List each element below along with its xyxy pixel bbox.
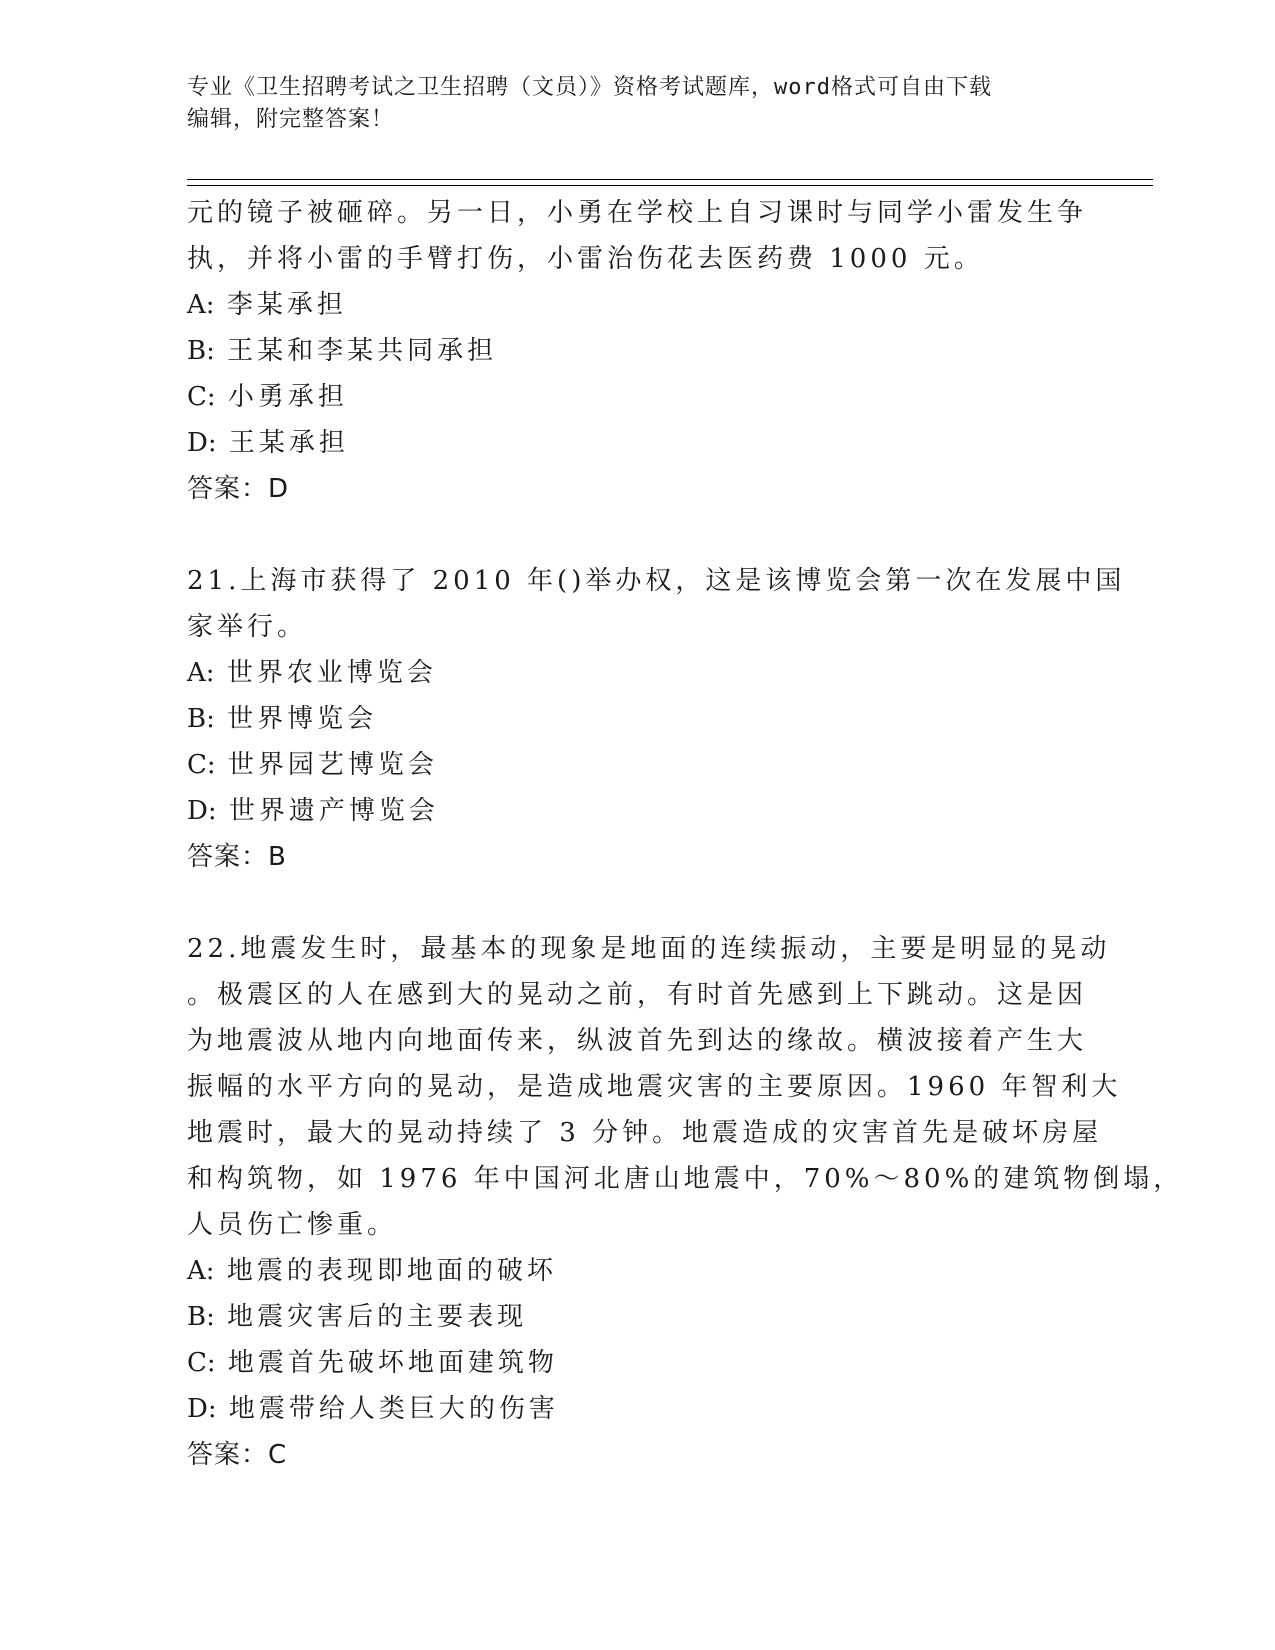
option-letter: D: [187, 796, 217, 826]
option-text: 小勇承担 [227, 382, 348, 412]
option-letter: A: [187, 658, 215, 688]
answer-line: 答案：B [187, 842, 287, 872]
question-stem-line: 和构筑物，如 1976 年中国河北唐山地震中，70%～80%的建筑物倒塌， [187, 1164, 1184, 1194]
question-stem-line: 22.地震发生时，最基本的现象是地面的连续振动，主要是明显的晃动 [187, 934, 1111, 964]
option-c [187, 374, 1087, 420]
answer-line: 答案：D [187, 474, 290, 504]
option-d [187, 1386, 1087, 1432]
option-d [187, 788, 1087, 834]
option-c [187, 1340, 1087, 1386]
option-text: 地震的表现即地面的破坏 [226, 1256, 557, 1286]
option-text: 地震带给人类巨大的伤害 [228, 1394, 559, 1424]
header-line-1: 专业《卫生招聘考试之卫生招聘（文员）》资格考试题库，word格式可自由下载 [187, 75, 992, 100]
option-text: 地震首先破坏地面建筑物 [227, 1348, 558, 1378]
option-text: 世界农业博览会 [226, 658, 437, 688]
question-content [187, 190, 1184, 1478]
answer-line: 答案：C [187, 1440, 288, 1470]
option-b [187, 696, 1087, 742]
option-text: 地震灾害后的主要表现 [227, 1302, 528, 1332]
question-stem-line: 。极震区的人在感到大的晃动之前，有时首先感到上下跳动。这是因 [187, 980, 1088, 1010]
option-letter: C: [187, 1348, 216, 1378]
option-letter: C: [187, 382, 216, 412]
question-stem-line: 地震时，最大的晃动持续了 3 分钟。地震造成的灾害首先是破坏房屋 [187, 1118, 1103, 1148]
option-text: 王某和李某共同承担 [227, 336, 498, 366]
option-d [187, 420, 1087, 466]
spacer [187, 880, 1087, 926]
question-stem-line: 元的镜子被砸碎。另一日，小勇在学校上自习课时与同学小雷发生争 [187, 198, 1088, 228]
document-header [187, 72, 1087, 136]
question-20 [187, 190, 1087, 512]
option-text: 李某承担 [226, 290, 347, 320]
header-rule-bottom [187, 185, 1153, 186]
option-a [187, 282, 1087, 328]
option-b [187, 1294, 1087, 1340]
option-letter: D: [187, 428, 217, 458]
spacer [187, 512, 1087, 558]
option-a [187, 650, 1087, 696]
question-22 [187, 926, 1184, 1478]
option-letter: B: [187, 1302, 215, 1332]
question-stem-line: 21.上海市获得了 2010 年()举办权，这是该博览会第一次在发展中国 [187, 566, 1126, 596]
question-stem-line: 执，并将小雷的手臂打伤，小雷治伤花去医药费 1000 元。 [187, 244, 984, 274]
option-text: 王某承担 [228, 428, 349, 458]
option-letter: A: [187, 290, 215, 320]
option-letter: A: [187, 1256, 215, 1286]
option-text: 世界园艺博览会 [227, 750, 438, 780]
question-stem-line: 为地震波从地内向地面传来，纵波首先到达的缘故。横波接着产生大 [187, 1026, 1088, 1056]
option-c [187, 742, 1087, 788]
option-text: 世界遗产博览会 [228, 796, 439, 826]
option-b [187, 328, 1087, 374]
question-stem-line: 人员伤亡惨重。 [187, 1210, 398, 1240]
header-rule-top [187, 179, 1153, 180]
header-line-2: 编辑，附完整答案！ [187, 107, 395, 132]
question-stem-line: 家举行。 [187, 612, 308, 642]
question-21 [187, 558, 1126, 880]
option-letter: D: [187, 1394, 217, 1424]
question-stem-line: 振幅的水平方向的晃动，是造成地震灾害的主要原因。1960 年智利大 [187, 1072, 1122, 1102]
option-letter: B: [187, 704, 215, 734]
option-letter: C: [187, 750, 216, 780]
option-text: 世界博览会 [227, 704, 378, 734]
option-letter: B: [187, 336, 215, 366]
option-a [187, 1248, 1087, 1294]
